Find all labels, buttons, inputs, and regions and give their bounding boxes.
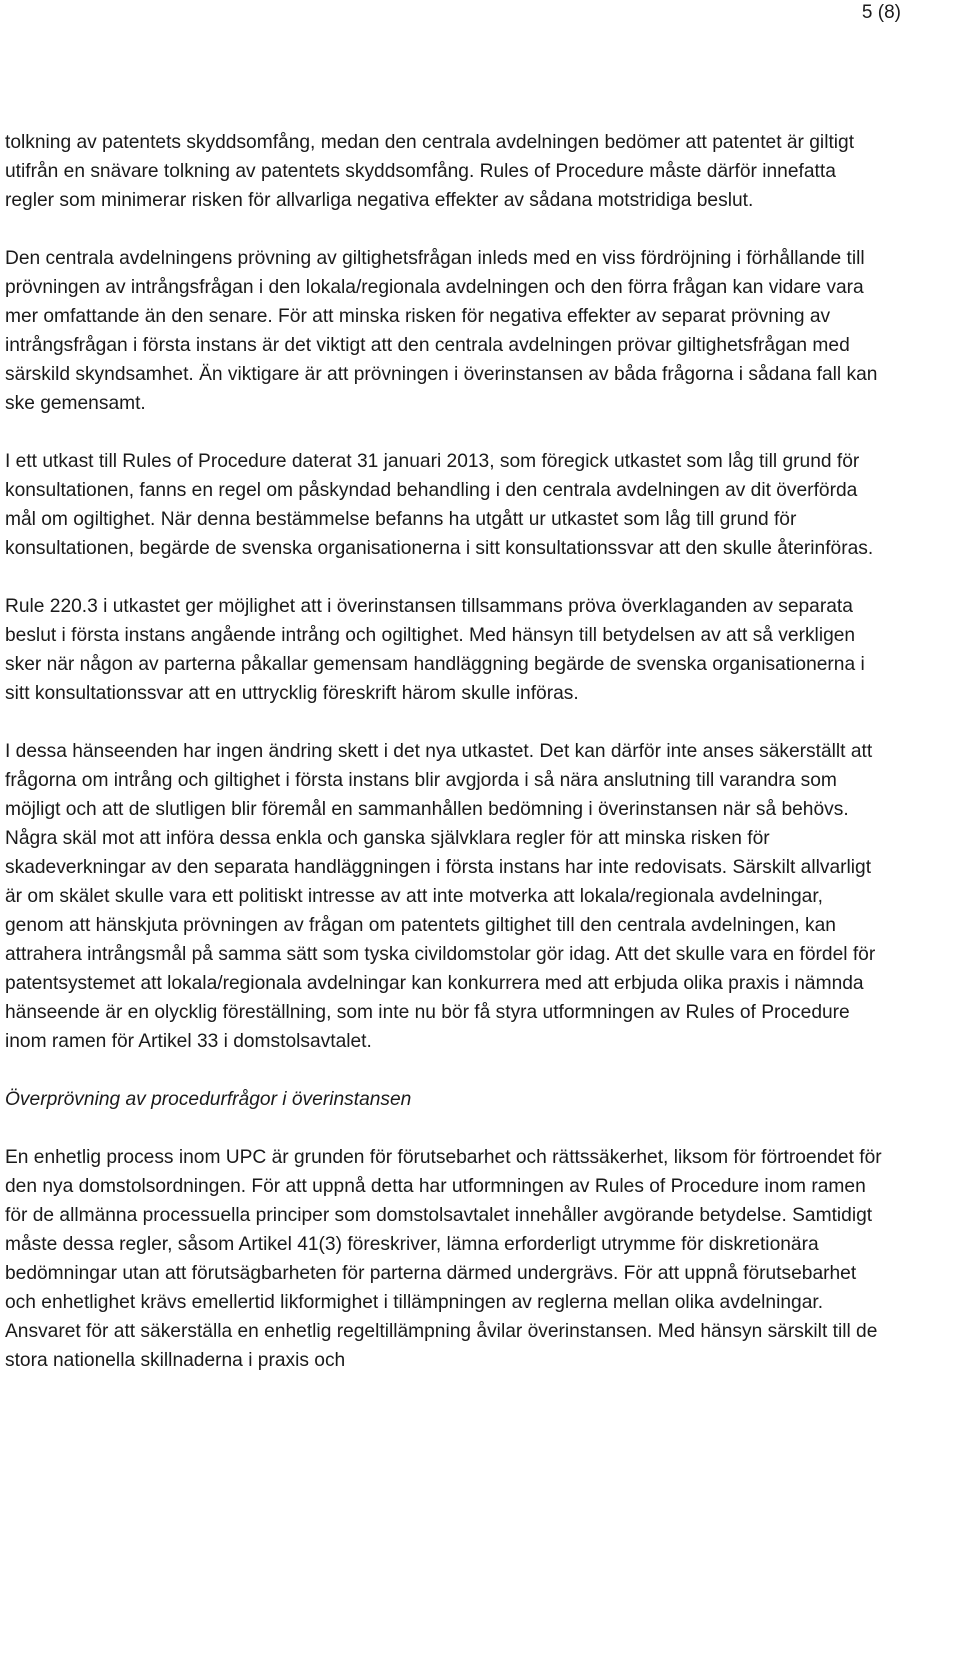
- paragraph-1: tolkning av patentets skyddsomfång, medan den centrala avdelningen bedömer att patentet är giltigt utifrån en snävare tolkning av patentets skyddsomfång. Rules of Procedure måste därför innefatta regler som minimerar risken för allvarliga negativa effekter av sådana motstridiga beslut.: [5, 132, 855, 211]
- document-body: [5, 128, 885, 1404]
- paragraph-5: I dessa hänseenden har ingen ändring skett i det nya utkastet. Det kan därför inte anses säkerställt att frågorna om intrång och giltighet i första instans blir avgjorda i så nära anslutning till varandra som möjligt och att de slutligen blir föremål en sammanhållen bedömning i överinstansen när så behövs. Några skäl mot att införa dessa enkla och ganska självklara regler för att minska risken för skadeverkningar av den separata handläggningen i första instans har inte redovisats. Särskilt allvarligt är om skälet skulle vara ett politiskt intresse av att inte motverka att lokala/regionala avdelningar, genom att hänskjuta prövningen av frågan om patentets giltighet till den centrala avdelningen, kan attrahera intrångsmål på samma sätt som tyska civildomstolar gör idag. Att det skulle vara en fördel för patentsystemet att lokala/regionala avdelningar kan konkurrera med att erbjuda olika praxis i nämnda hänseende är en olycklig föreställning, som inte nu bör få styra utformningen av Rules of Procedure inom ramen för Artikel 33 i domstolsavtalet.: [5, 741, 876, 1052]
- section-heading: Överprövning av procedurfrågor i överinstansen: [5, 1089, 412, 1110]
- paragraph-6: En enhetlig process inom UPC är grunden för förutsebarhet och rättssäkerhet, liksom för förtroendet för den nya domstolsordningen. För att uppnå detta har utformningen av Rules of Procedure inom ramen för de allmänna processuella principer som domstolsavtalet innehåller avgörande betydelse. Samtidigt måste dessa regler, såsom Artikel 41(3) föreskriver, lämna erforderligt utrymme för diskretionära bedömningar utan att förutsägbarheten för parterna därmed undergrävs. För att uppnå förutsebarhet och enhetlighet krävs emellertid likformighet i tillämpningen av reglerna mellan olika avdelningar. Ansvaret för att säkerställa en enhetlig regeltillämpning åvilar överinstansen. Med hänsyn särskilt till de stora nationella skillnaderna i praxis och: [5, 1147, 882, 1371]
- paragraph-4: Rule 220.3 i utkastet ger möjlighet att i överinstansen tillsammans pröva överklaganden av separata beslut i första instans angående intrång och ogiltighet. Med hänsyn till betydelsen av att så verkligen sker när någon av parterna påkallar gemensam handläggning begärde de svenska organisationerna i sitt konsultationssvar att en uttrycklig föreskrift härom skulle införas.: [5, 596, 865, 704]
- paragraph-3: I ett utkast till Rules of Procedure daterat 31 januari 2013, som föregick utkastet som låg till grund för konsultationen, fanns en regel om påskyndad behandling i den centrala avdelningen av dit överförda mål om ogiltighet. När denna bestämmelse befanns ha utgått ur utkastet som låg till grund för konsultationen, begärde de svenska organisationerna i sitt konsultationssvar att den skulle återinföras.: [5, 451, 874, 559]
- page-number: 5 (8): [861, 2, 901, 23]
- paragraph-2: Den centrala avdelningens prövning av giltighetsfrågan inleds med en viss fördröjning i förhållande till prövningen av intrångsfrågan i den lokala/regionala avdelningen och den förra frågan kan vidare vara mer omfattande än den senare. För att minska risken för negativa effekter av separat prövning av intrångsfrågan i första instans är det viktigt att den centrala avdelningen prövar giltighetsfrågan med särskild skyndsamhet. Än viktigare är att prövningen i överinstansen av båda frågorna i sådana fall kan ske gemensamt.: [5, 248, 878, 414]
